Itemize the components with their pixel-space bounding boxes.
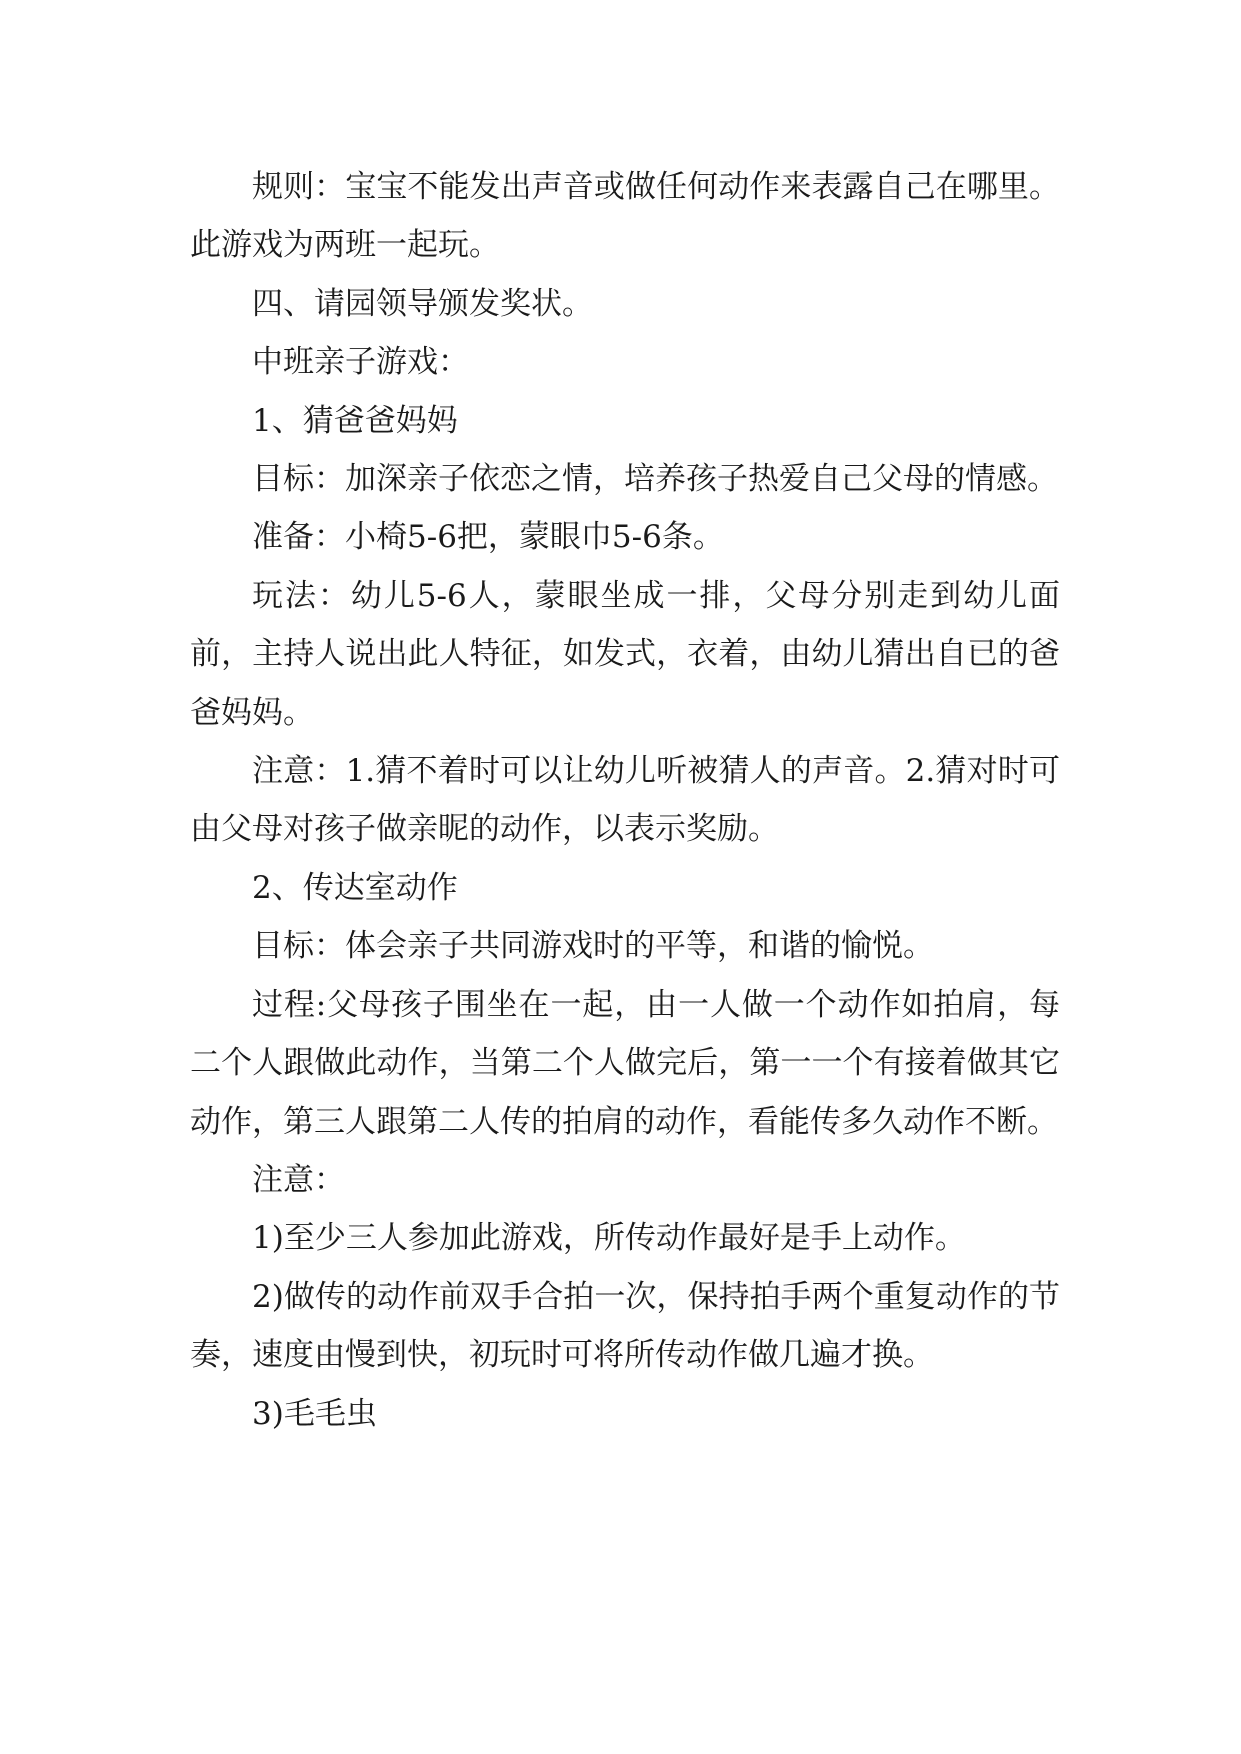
paragraph-game-1-title: 1、猜爸爸妈妈 xyxy=(252,402,458,439)
paragraph-section-heading: 中班亲子游戏： xyxy=(252,344,469,381)
paragraph-game-2-process: 过程:父母孩子围坐在一起，由一人做一个动作如拍肩，每二个人跟做此动作，当第二个人做完后，第一一个有接着做其它动作，第三人跟第二人传的拍肩的动作，看能传多久动作不断。 xyxy=(190,986,1060,1140)
paragraph-game-1-howto: 玩法：幼儿5-6人，蒙眼坐成一排，父母分别走到幼儿面前，主持人说出此人特征，如发式，衣着，由幼儿猜出自已的爸爸妈妈。 xyxy=(190,577,1060,731)
paragraph-note-3: 3)毛毛虫 xyxy=(252,1395,377,1432)
paragraph-game-1-notes: 注意：1.猜不着时可以让幼儿听被猜人的声音。2.猜对时可由父母对孩子做亲昵的动作，以表示奖励。 xyxy=(190,753,1060,848)
paragraph-note-1: 1)至少三人参加此游戏，所传动作最好是手上动作。 xyxy=(252,1220,966,1257)
paragraph-game-1-preparation: 准备：小椅5-6把，蒙眼巾5-6条。 xyxy=(252,519,724,556)
paragraph-note-2: 2)做传的动作前双手合拍一次，保持拍手两个重复动作的节奏，速度由慢到快，初玩时可将所传动作做几遍才换。 xyxy=(190,1278,1060,1374)
document-body xyxy=(190,158,1060,1443)
paragraph-game-2-goal: 目标：体会亲子共同游戏时的平等，和谐的愉悦。 xyxy=(252,928,934,965)
paragraph-game-2-notes-heading: 注意： xyxy=(252,1161,345,1198)
paragraph-rules: 规则：宝宝不能发出声音或做任何动作来表露自己在哪里。此游戏为两班一起玩。 xyxy=(190,169,1060,264)
paragraph-game-2-title: 2、传达室动作 xyxy=(252,869,458,906)
paragraph-award: 四、请园领导颁发奖状。 xyxy=(252,285,593,322)
paragraph-game-1-goal: 目标：加深亲子依恋之情，培养孩子热爱自己父母的情感。 xyxy=(252,461,1058,498)
